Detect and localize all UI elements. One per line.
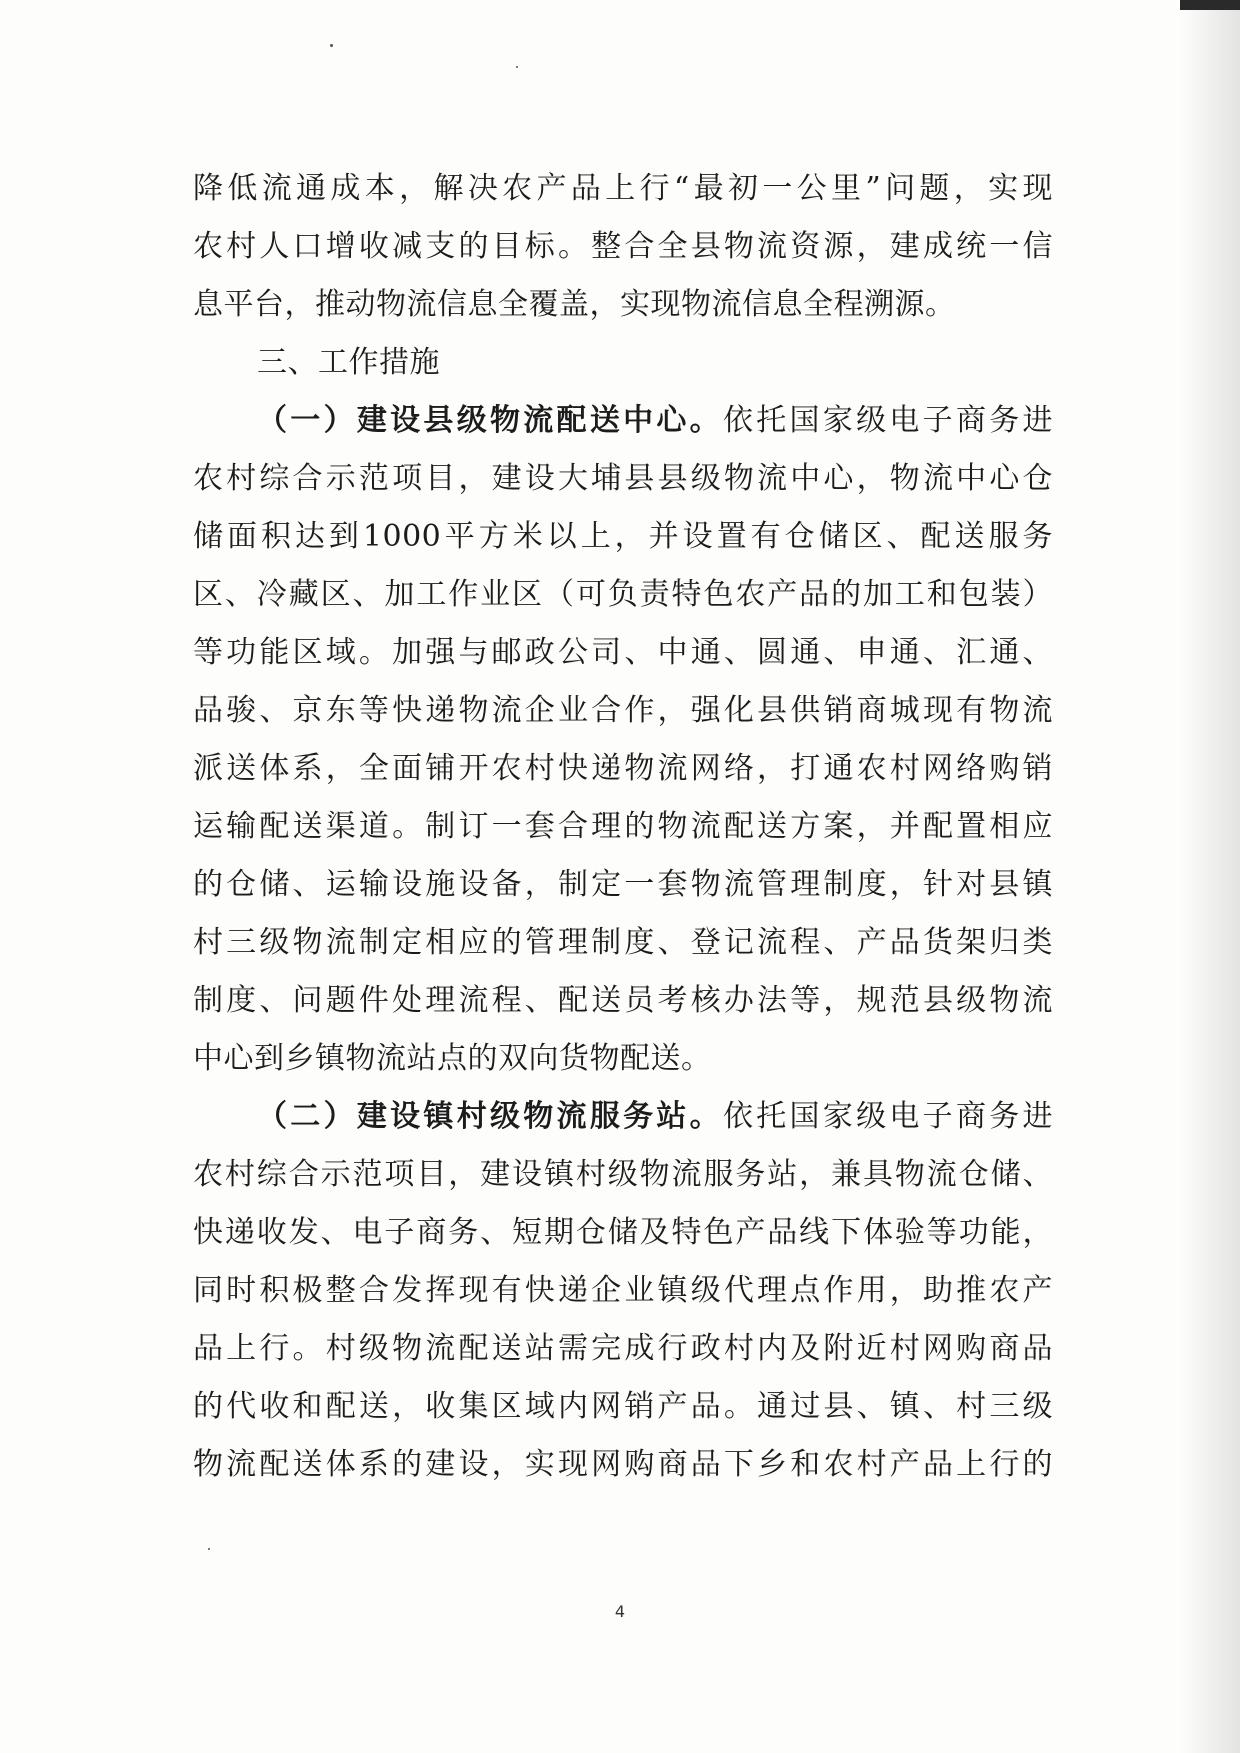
paragraph-line: 的仓储、运输设施设备，制定一套物流管理制度，针对县镇 [193, 867, 1053, 902]
paragraph-line: 农村综合示范项目，建设镇村级物流服务站，兼具物流仓储、 [193, 1157, 1053, 1192]
paragraph-line: 农村人口增收减支的目标。整合全县物流资源，建成统一信 [193, 229, 1053, 264]
paragraph-line: 物流配送体系的建设，实现网购商品下乡和农村产品上行的 [193, 1447, 1053, 1482]
section-heading: 三、工作措施 [257, 345, 440, 380]
paragraph-line: 品上行。村级物流配送站需完成行政村内及附近村网购商品 [193, 1331, 1053, 1366]
paragraph-line: 品骏、京东等快递物流企业合作，强化县供销商城现有物流 [193, 693, 1053, 728]
scan-speck [330, 44, 333, 47]
item-title: （一）建设县级物流配送中心。 [257, 403, 723, 438]
paragraph-line: 储面积达到1000平方米以上，并设置有仓储区、配送服务 [193, 519, 1053, 554]
paragraph-line: 村三级物流制定相应的管理制度、登记流程、产品货架归类 [193, 925, 1053, 960]
paragraph-line: 制度、问题件处理流程、配送员考核办法等，规范县级物流 [193, 983, 1053, 1018]
paragraph-line: 派送体系，全面铺开农村快递物流网络，打通农村网络购销 [193, 751, 1053, 786]
item-first-line [193, 392, 1053, 450]
paragraph-line: 区、冷藏区、加工作业区（可负责特色农产品的加工和包装） [193, 577, 1053, 612]
paragraph-line: 同时积极整合发挥现有快递企业镇级代理点作用，助推农产 [193, 1273, 1053, 1308]
paragraph-line: 息平台，推动物流信息全覆盖，实现物流信息全程溯源。 [193, 287, 956, 322]
paragraph-line: 快递收发、电子商务、短期仓储及特色产品线下体验等功能， [193, 1215, 1053, 1250]
paragraph-line: 农村综合示范项目，建设大埔县县级物流中心，物流中心仓 [193, 461, 1053, 496]
item-text: 依托国家级电子商务进 [722, 1099, 1054, 1134]
item-text: 依托国家级电子商务进 [722, 403, 1054, 438]
scan-shadow-edge [1180, 0, 1240, 1753]
scan-speck [516, 66, 518, 68]
paragraph-line: 中心到乡镇物流站点的双向货物配送。 [193, 1041, 712, 1076]
item-title: （二）建设镇村级物流服务站。 [257, 1099, 723, 1134]
page-number: 4 [614, 1602, 626, 1621]
paragraph-line: 运输配送渠道。制订一套合理的物流配送方案，并配置相应 [193, 809, 1053, 844]
scan-speck [208, 1548, 210, 1550]
item-first-line [193, 1088, 1053, 1146]
paragraph-line: 等功能区域。加强与邮政公司、中通、圆通、申通、汇通、 [193, 635, 1053, 670]
scan-corner-mark [1180, 0, 1240, 10]
paragraph-line: 的代收和配送，收集区域内网销产品。通过县、镇、村三级 [193, 1389, 1053, 1424]
paragraph-line: 降低流通成本，解决农产品上行“最初一公里”问题，实现 [193, 171, 1053, 206]
document-body [193, 160, 1053, 1494]
